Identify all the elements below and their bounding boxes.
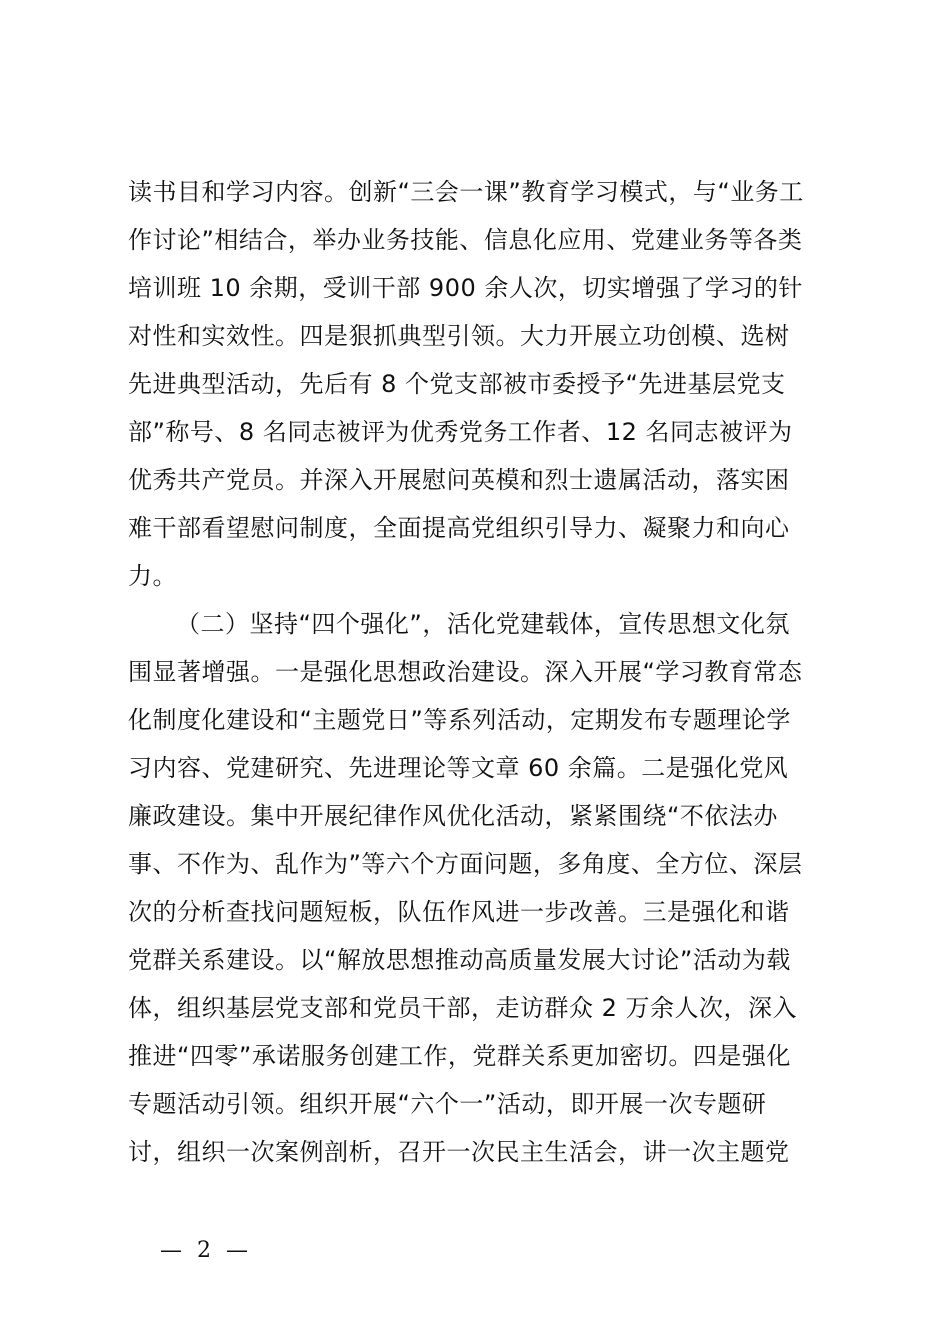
text-line: 党群关系建设。以“解放思想推动高质量发展大讨论”活动为载: [128, 946, 791, 974]
text-line: 化制度化建设和“主题党日”等系列活动，定期发布专题理论学: [128, 706, 791, 734]
text-line: 讨，组织一次案例剖析，召开一次民主生活会，讲一次主题党: [128, 1138, 790, 1166]
text-line: 廉政建设。集中开展纪律作风优化活动，紧紧围绕“不依法办: [128, 802, 778, 830]
page-number: — 2 —: [160, 1238, 252, 1263]
text-line: 培训班 10 余期，受训干部 900 余人次，切实增强了学习的针: [128, 274, 803, 302]
text-line: 读书目和学习内容。创新“三会一课”教育学习模式，与“业务工: [128, 178, 804, 206]
text-line: 推进“四零”承诺服务创建工作，党群关系更加密切。四是强化: [128, 1042, 791, 1070]
text-line: 习内容、党建研究、先进理论等文章 60 余篇。二是强化党风: [128, 754, 789, 782]
text-line: 对性和实效性。四是狠抓典型引领。大力开展立功创模、选树: [128, 322, 790, 350]
text-line: 难干部看望慰问制度，全面提高党组织引导力、凝聚力和向心: [128, 514, 790, 542]
text-line: 事、不作为、乱作为”等六个方面问题，多角度、全方位、深层: [128, 850, 803, 878]
text-line: 专题活动引领。组织开展“六个一”活动，即开展一次专题研: [128, 1090, 767, 1118]
text-line: 力。: [128, 562, 177, 590]
text-line: 作讨论”相结合，举办业务技能、信息化应用、党建业务等各类: [128, 226, 803, 254]
text-line: 先进典型活动，先后有 8 个党支部被市委授予“先进基层党支: [128, 370, 786, 398]
text-line: 次的分析查找问题短板，队伍作风进一步改善。三是强化和谐: [128, 898, 790, 926]
text-line: 围显著增强。一是强化思想政治建设。深入开展“学习教育常态: [128, 658, 803, 686]
paragraph-start-line: （二）坚持“四个强化”，活化党建载体，宣传思想文化氛: [176, 610, 790, 638]
text-line: 体，组织基层党支部和党员干部，走访群众 2 万余人次，深入: [128, 994, 798, 1022]
text-line: 优秀共产党员。并深入开展慰问英模和烈士遗属活动，落实困: [128, 466, 790, 494]
text-line: 部”称号、8 名同志被评为优秀党务工作者、12 名同志被评为: [128, 418, 793, 446]
